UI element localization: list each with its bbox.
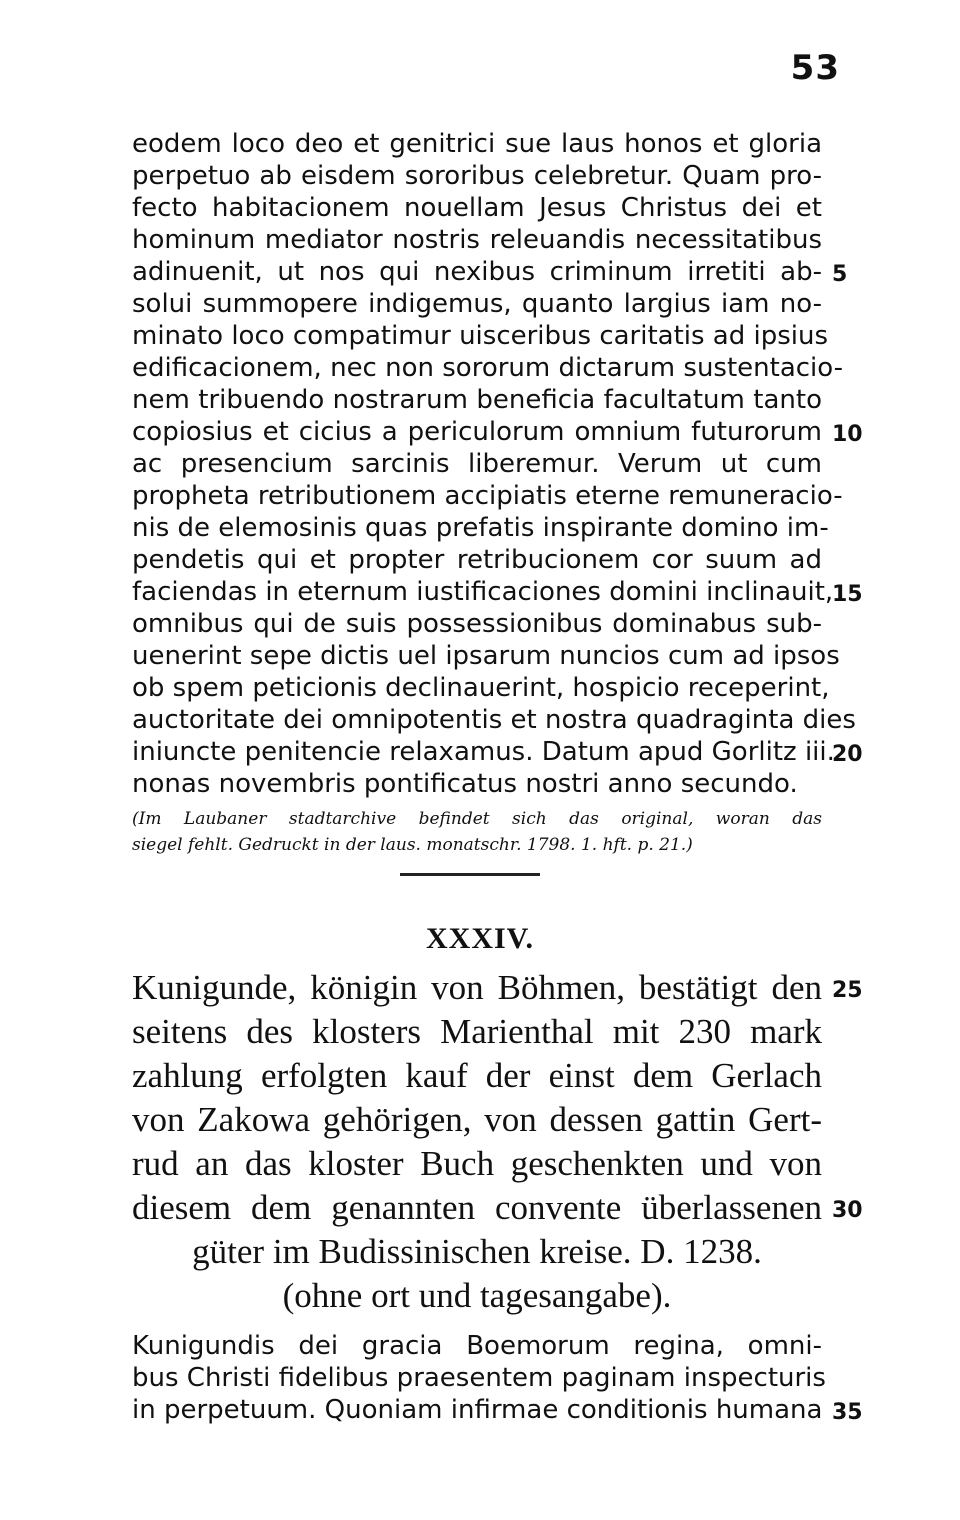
body-line: auctoritate dei omnipotentis et nostra quadraginta dies (132, 705, 856, 735)
footnote-line: siegel fehlt. Gedruckt in der laus. monatschr. 1798. 1. hft. p. 21.) (132, 835, 693, 855)
heading-line: Kunigunde, königin von Böhmen, bestätigt den (132, 968, 822, 1007)
margin-line-number: 15 (832, 582, 863, 607)
body-line: nem tribuendo nostrarum beneficia facultatum tanto (132, 385, 822, 415)
section-divider (400, 873, 540, 876)
body-line: uenerint sepe dictis uel ipsarum nuncios cum ad ipsos (132, 641, 840, 671)
body-line: propheta retributionem accipiatis eterne remuneracio- (132, 481, 843, 511)
heading-line: rud an das kloster Buch geschenkten und von (132, 1144, 822, 1183)
margin-line-number: 20 (832, 742, 863, 767)
footnote-line: (Im Laubaner stadtarchive befindet sich das original, woran das (132, 809, 822, 829)
heading-line: seitens des klosters Marienthal mit 230 mark (132, 1012, 822, 1051)
body-line: pendetis qui et propter retribucionem cor suum ad (132, 545, 822, 575)
body-line: iniuncte penitencie relaxamus. Datum apud Gorlitz iii. (132, 737, 835, 767)
body-line: omnibus qui de suis possessionibus dominabus sub- (132, 609, 822, 639)
heading-line: zahlung erfolgten kauf der einst dem Gerlach (132, 1056, 822, 1095)
body-line: nonas novembris pontificatus nostri anno secundo. (132, 769, 798, 799)
body-line: copiosius et cicius a periculorum omnium futurorum (132, 417, 822, 447)
charter-text-line: Kunigundis dei gracia Boemorum regina, omni- (132, 1331, 822, 1361)
page-number: 53 (790, 48, 840, 88)
body-line: perpetuo ab eisdem sororibus celebretur. Quam pro- (132, 161, 822, 191)
body-line: ac presencium sarcinis liberemur. Verum ut cum (132, 449, 822, 479)
charter-text-line: bus Christi fidelibus praesentem paginam inspecturis (132, 1363, 826, 1393)
body-line: faciendas in eternum iustificaciones domini inclinauit, (132, 577, 834, 607)
heading-line: (ohne ort und tagesangabe). (282, 1276, 672, 1315)
charter-text-line: in perpetuum. Quoniam infirmae conditionis humana (132, 1395, 823, 1425)
margin-line-number: 10 (832, 422, 863, 447)
body-line: nis de elemosinis quas prefatis inspirante domino im- (132, 513, 829, 543)
margin-line-number: 5 (832, 262, 848, 287)
margin-line-number: 25 (832, 978, 863, 1003)
body-line: fecto habitacionem nouellam Jesus Christus dei et (132, 193, 822, 223)
body-line: edificacionem, nec non sororum dictarum sustentacio- (132, 353, 844, 383)
heading-line: güter im Budissinischen kreise. D. 1238. (192, 1232, 762, 1271)
heading-line: von Zakowa gehörigen, von dessen gattin Gert- (132, 1100, 822, 1139)
document-number: XXXIV. (426, 922, 534, 955)
margin-line-number: 30 (832, 1198, 863, 1223)
body-line: ob spem peticionis declinauerint, hospicio receperint, (132, 673, 830, 703)
body-line: eodem loco deo et genitrici sue laus honos et gloria (132, 129, 822, 159)
body-line: solui summopere indigemus, quanto largius iam no- (132, 289, 822, 319)
body-line: adinuenit, ut nos qui nexibus criminum irretiti ab- (132, 257, 822, 287)
body-line: minato loco compatimur uisceribus caritatis ad ipsius (132, 321, 829, 351)
body-line: hominum mediator nostris releuandis necessitatibus (132, 225, 822, 255)
margin-line-number: 35 (832, 1400, 863, 1425)
heading-line: diesem dem genannten convente überlassenen (132, 1188, 822, 1227)
